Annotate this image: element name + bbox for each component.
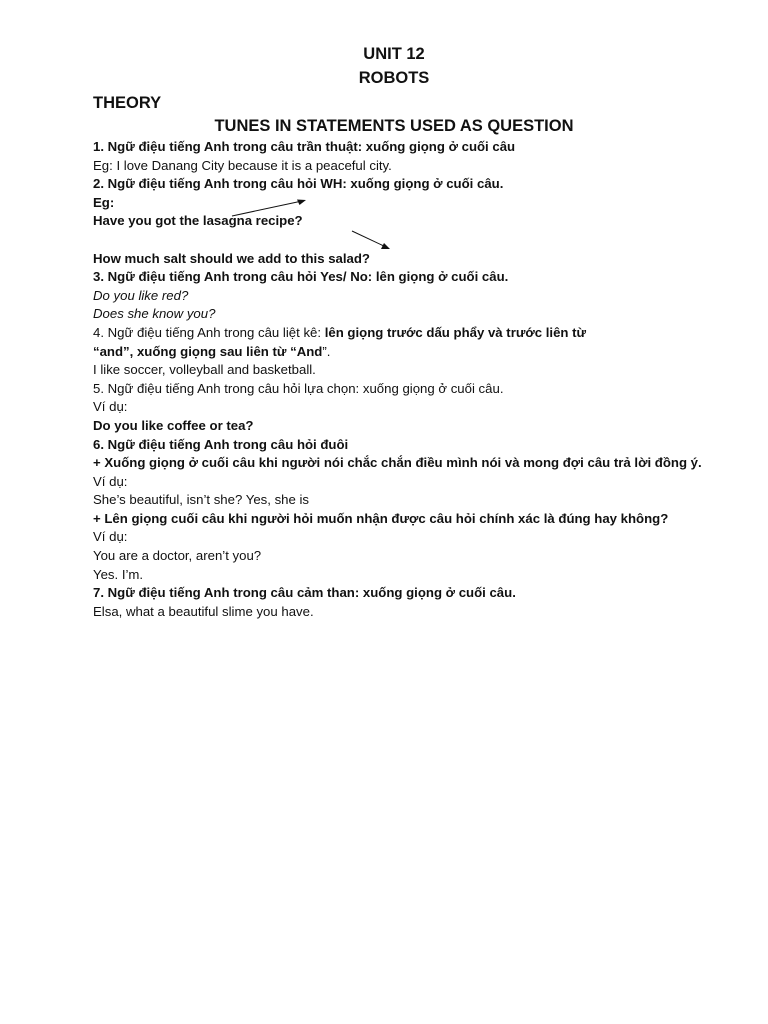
rule-6-case-1-label: Ví dụ: — [93, 473, 128, 489]
rule-6-heading: 6. Ngữ điệu tiếng Anh trong câu hỏi đuôi — [93, 436, 349, 452]
rule-5-heading: 5. Ngữ điệu tiếng Anh trong câu hỏi lựa chọn: xuống giọng ở cuối câu. — [93, 380, 504, 396]
example-label: Eg: — [93, 194, 115, 210]
rule-6-case-2-example-1: You are a doctor, aren’t you? — [93, 548, 262, 564]
rule-6-case-1-example: She’s beautiful, isn’t she? Yes, she is — [93, 492, 310, 508]
rule-3-heading: 3. Ngữ điệu tiếng Anh trong câu hỏi Yes/ No: lên giọng ở cuối câu. — [93, 269, 509, 285]
body-text — [93, 138, 733, 621]
rising-arrow-icon — [230, 196, 310, 220]
rule-1-example: Eg: I love Danang City because it is a peaceful city. — [93, 157, 392, 173]
subtitle: TUNES IN STATEMENTS USED AS QUESTION — [214, 117, 574, 135]
rule-3-example-1: Do you like red? — [93, 287, 189, 303]
rule-7-heading: 7. Ngữ điệu tiếng Anh trong câu cảm than: xuống giọng ở cuối câu. — [93, 585, 516, 601]
rule-2-example-1: Have you got the lasagna recipe? — [93, 213, 303, 229]
rule-6-case-2-label: Ví dụ: — [93, 529, 128, 545]
rule-4-heading-plain: 4. Ngữ điệu tiếng Anh trong câu liệt kê: — [93, 324, 325, 340]
rule-5-example-label: Ví dụ: — [93, 399, 128, 415]
falling-arrow-icon — [350, 228, 394, 254]
section-heading: THEORY — [93, 94, 162, 112]
rule-4-heading-cont-plain: ”. — [322, 343, 331, 359]
rule-6-case-2-example-2: Yes. I’m. — [93, 566, 144, 582]
rule-4-example: I like soccer, volleyball and basketball. — [93, 362, 316, 378]
rule-6-case-1: + Xuống giọng ở cuối câu khi người nói chắc chắn điều mình nói và mong đợi câu trả lời đồng ý. — [93, 455, 702, 471]
rule-3-example-2: Does she know you? — [93, 306, 216, 322]
rule-1-heading: 1. Ngữ điệu tiếng Anh trong câu trần thuật: xuống giọng ở cuối câu — [93, 139, 516, 154]
rule-4-heading-cont — [93, 343, 733, 362]
rule-4-heading — [93, 324, 733, 343]
rule-4-heading-cont-bold: “and”, xuống giọng sau liên từ “And — [93, 343, 323, 359]
spacer — [93, 231, 733, 250]
topic-title: ROBOTS — [358, 69, 430, 87]
rule-7-example: Elsa, what a beautiful slime you have. — [93, 603, 314, 619]
rule-4-heading-bold: lên giọng trước dấu phẩy và trước liên từ — [324, 324, 587, 340]
rule-6-case-2: + Lên giọng cuối câu khi người hỏi muốn nhận được câu hỏi chính xác là đúng hay không? — [93, 510, 669, 526]
rule-2-heading: 2. Ngữ điệu tiếng Anh trong câu hỏi WH: xuống giọng ở cuối câu. — [93, 176, 504, 192]
rule-5-example: Do you like coffee or tea? — [93, 417, 254, 433]
rule-2-example-2: How much salt should we add to this salad? — [93, 250, 370, 266]
unit-title: UNIT 12 — [363, 45, 425, 63]
